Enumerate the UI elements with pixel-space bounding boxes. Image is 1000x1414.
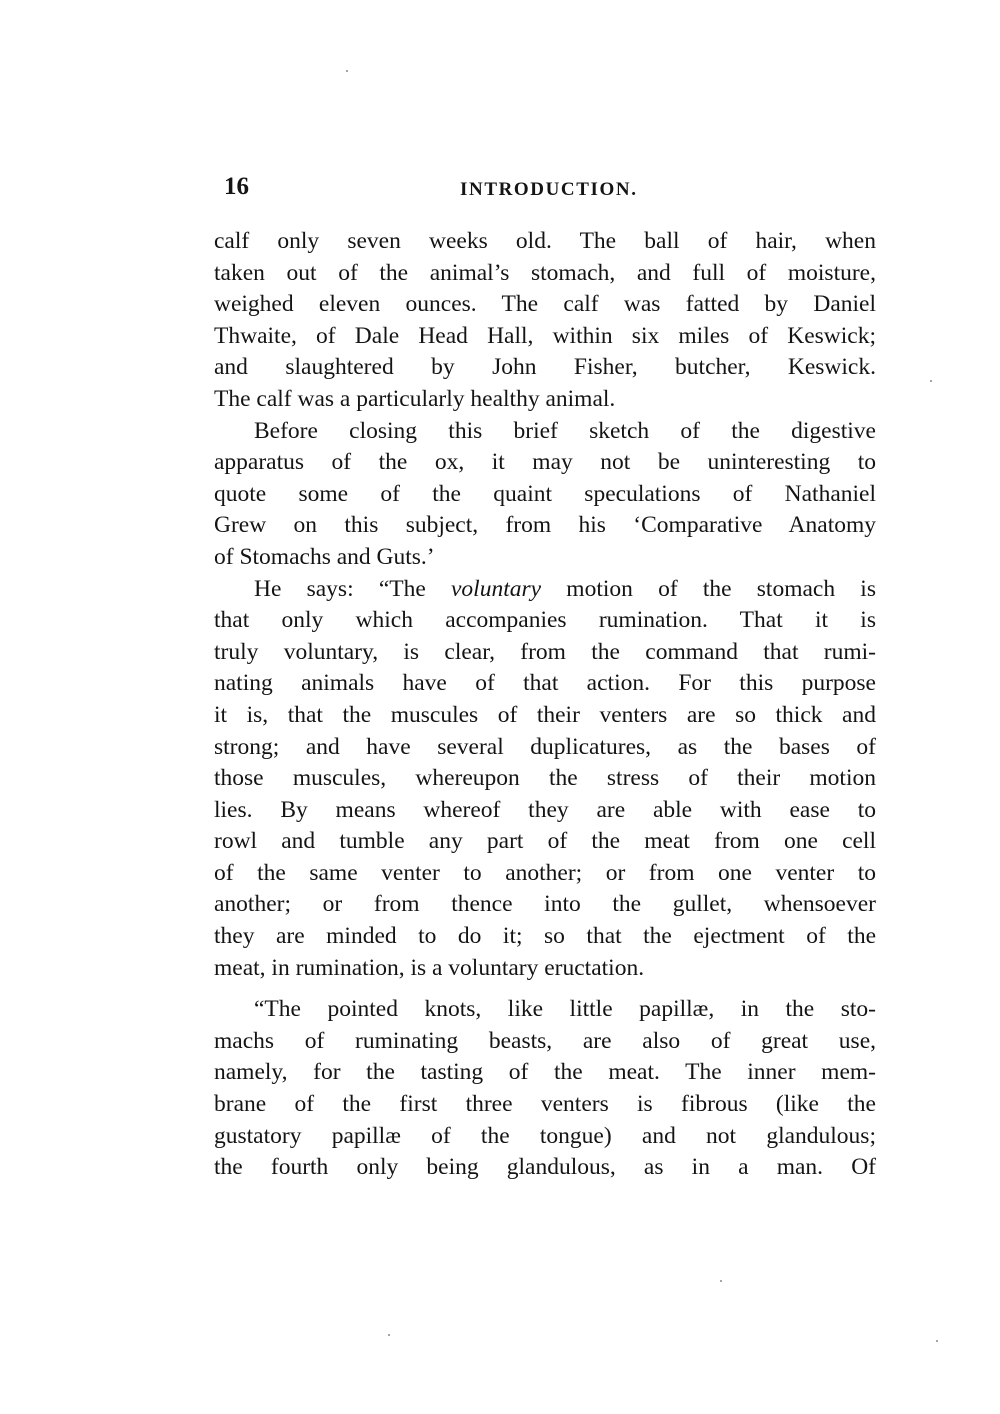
scan-speck [388,1334,390,1336]
text-line: of the same venter to another; or from one venter to [214,859,876,886]
text-line: rowl and tumble any part of the meat from one cell [214,828,876,855]
scan-speck [346,70,348,72]
scan-speck [720,1280,722,1282]
text-line: Before closing this brief sketch of the digestive [254,417,876,444]
text-line: Thwaite, of Dale Head Hall, within six miles of Keswick; [214,322,876,349]
text-line: of Stomachs and Guts.’ [214,543,435,570]
text-line: taken out of the animal’s stomach, and full of moisture, [214,259,876,286]
paragraph-gap [214,984,876,994]
text-line: the fourth only being glandulous, as in a man. Of [214,1154,876,1181]
text-line: Grew on this subject, from his ‘Comparative Anatomy [214,512,876,539]
text-line: and slaughtered by John Fisher, butcher, Keswick. [214,354,876,381]
paragraph [214,994,876,1184]
text-line: they are minded to do it; so that the ejectment of the [214,923,876,950]
scan-speck [936,1340,938,1342]
text-line: “The pointed knots, like little papillæ, in the sto- [254,996,876,1023]
text-line: The calf was a particularly healthy animal. [214,385,616,412]
text-line: truly voluntary, is clear, from the command that rumi- [214,638,876,665]
text-line: those muscules, whereupon the stress of their motion [214,765,876,792]
paragraph [214,574,876,985]
text-line: it is, that the muscules of their venters are so thick and [214,701,876,728]
paragraph [214,226,876,416]
text-line: He says: “The voluntary motion of the stomach is [254,575,876,602]
page-number: 16 [224,173,249,200]
text-line: meat, in rumination, is a voluntary eructation. [214,954,645,981]
text-line: apparatus of the ox, it may not be uninteresting to [214,449,876,476]
body-text [214,226,876,1184]
text-line: gustatory papillæ of the tongue) and not glandulous; [214,1122,876,1149]
text-line: machs of ruminating beasts, are also of great use, [214,1027,876,1054]
scan-speck [930,380,932,382]
text-line: another; or from thence into the gullet, whensoever [214,891,876,918]
text-line: that only which accompanies rumination. That it is [214,607,876,634]
text-line: lies. By means whereof they are able with ease to [214,796,876,823]
text-line: nating animals have of that action. For this purpose [214,670,876,697]
text-line: namely, for the tasting of the meat. The inner mem- [214,1059,876,1086]
text-line: brane of the first three venters is fibrous (like the [214,1091,876,1118]
text-line: weighed eleven ounces. The calf was fatted by Daniel [214,291,876,318]
text-line: quote some of the quaint speculations of Nathaniel [214,480,876,507]
text-line: strong; and have several duplicatures, as the bases of [214,733,876,760]
paragraph [214,416,876,574]
running-head: INTRODUCTION. [460,179,638,200]
text-line: calf only seven weeks old. The ball of hair, when [214,228,876,254]
